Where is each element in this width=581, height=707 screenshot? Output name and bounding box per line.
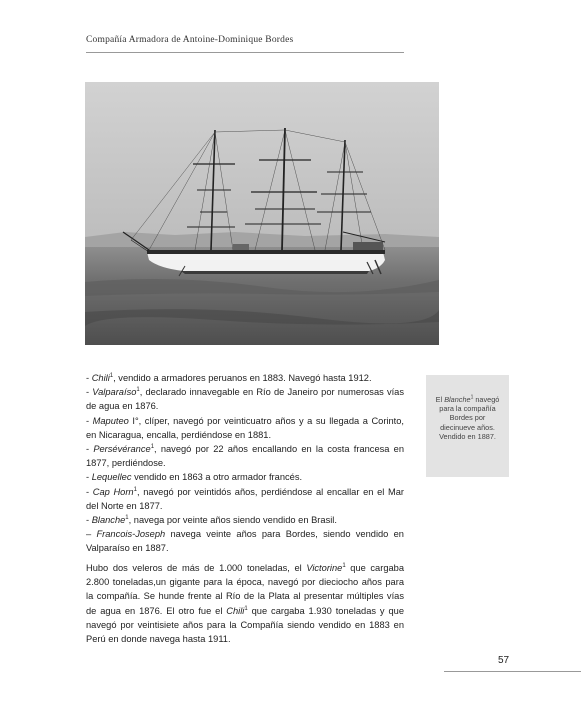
footnote-marker: 1: [244, 605, 248, 612]
ship-description: , navegó por 22 años encallando en la costa francesa en 1877, perdiéndose.: [86, 444, 404, 469]
running-header: Compañía Armadora de Antoine-Dominique Bordes: [86, 35, 294, 45]
ship-description: I°, clíper, navegó por veinticuatro años y a su llegada a Corinto, en Nicaragua, encalla, perdiéndose en 1881.: [86, 415, 404, 440]
ship-name: Chili: [91, 373, 110, 383]
footnote-marker: 1: [109, 372, 114, 379]
list-item: [86, 485, 404, 513]
ship-name: Victorine: [306, 563, 343, 573]
sidebar-caption: [432, 395, 503, 441]
ship-description: navega veinte años para Bordes, siendo vendido en Valparaíso en 1887.: [86, 529, 404, 554]
footnote-marker: 1: [470, 394, 474, 401]
ship-name: Lequellec: [91, 472, 132, 483]
footnote-marker: 1: [150, 443, 155, 450]
footnote-marker: 1: [136, 387, 140, 394]
list-bullet: -: [86, 472, 92, 483]
ship-name: Cap Horn: [92, 486, 134, 497]
list-item: [86, 385, 404, 413]
paragraph-text: Hubo dos veleros de más de 1.000 toneladas, el: [86, 563, 307, 573]
paragraph-text: que cargaba 2.800 toneladas,un gigante para la época, navegó por dieciocho años para la compañía. Se hunde frente al Río de la Plata al presentar múltiples vías de agua en 1876. El otro fue el: [86, 563, 404, 616]
list-item: [86, 371, 404, 385]
footnote-marker: 1: [133, 486, 137, 493]
ship-name: Francois-Joseph: [96, 529, 166, 540]
list-bullet: -: [86, 373, 92, 383]
ship-description: , navegó por veintidós años, perdiéndose al encallar en el Mar del Norte en 1877.: [86, 486, 404, 511]
ship-description: , navega por veinte años siendo vendido en Brasil.: [128, 515, 337, 526]
list-bullet: -: [86, 515, 92, 526]
header-rule: [86, 52, 404, 53]
ship-name: Persévérance: [93, 444, 151, 455]
ship-name: Chili: [226, 605, 245, 616]
ship-description: , vendido a armadores peruanos en 1883. Navegó hasta 1912.: [113, 373, 372, 383]
footnote-marker: 1: [125, 514, 129, 521]
footnote-marker: 1: [342, 562, 346, 569]
list-item: [86, 470, 404, 484]
body-paragraph: [86, 561, 404, 646]
list-bullet: -: [86, 387, 93, 398]
ship-description: vendido en 1863 a otro armador francés.: [131, 472, 303, 483]
ship-name: Maputeo: [92, 415, 129, 426]
caption-text: navegó para la compañía Bordes por diecinueve años. Vendido en 1887.: [439, 395, 500, 441]
footer-rule: [444, 671, 581, 672]
ship-name: Blanche: [444, 395, 471, 404]
ship-list: [86, 371, 404, 556]
list-bullet: -: [86, 415, 93, 426]
page-number: 57: [498, 655, 510, 666]
ship-photo: [85, 82, 439, 345]
list-bullet: -: [86, 444, 94, 455]
ship-name: Blanche: [91, 515, 126, 526]
list-item: [86, 527, 404, 555]
paragraph-text: que cargaba 1.930 toneladas y que navegó por veintisiete años para la Compañía siendo vendido en 1883 en Perú en donde navega hasta 1911.: [86, 605, 404, 645]
list-item: [86, 442, 404, 470]
list-item: [86, 513, 404, 527]
caption-text: El: [435, 395, 445, 404]
ship-description: , declarado innavegable en Río de Janeiro por numerosas vías de agua en 1876.: [86, 387, 404, 412]
list-bullet: –: [86, 529, 97, 540]
ship-name: Valparaíso: [92, 387, 137, 398]
list-item: [86, 414, 404, 442]
list-bullet: -: [86, 486, 93, 497]
